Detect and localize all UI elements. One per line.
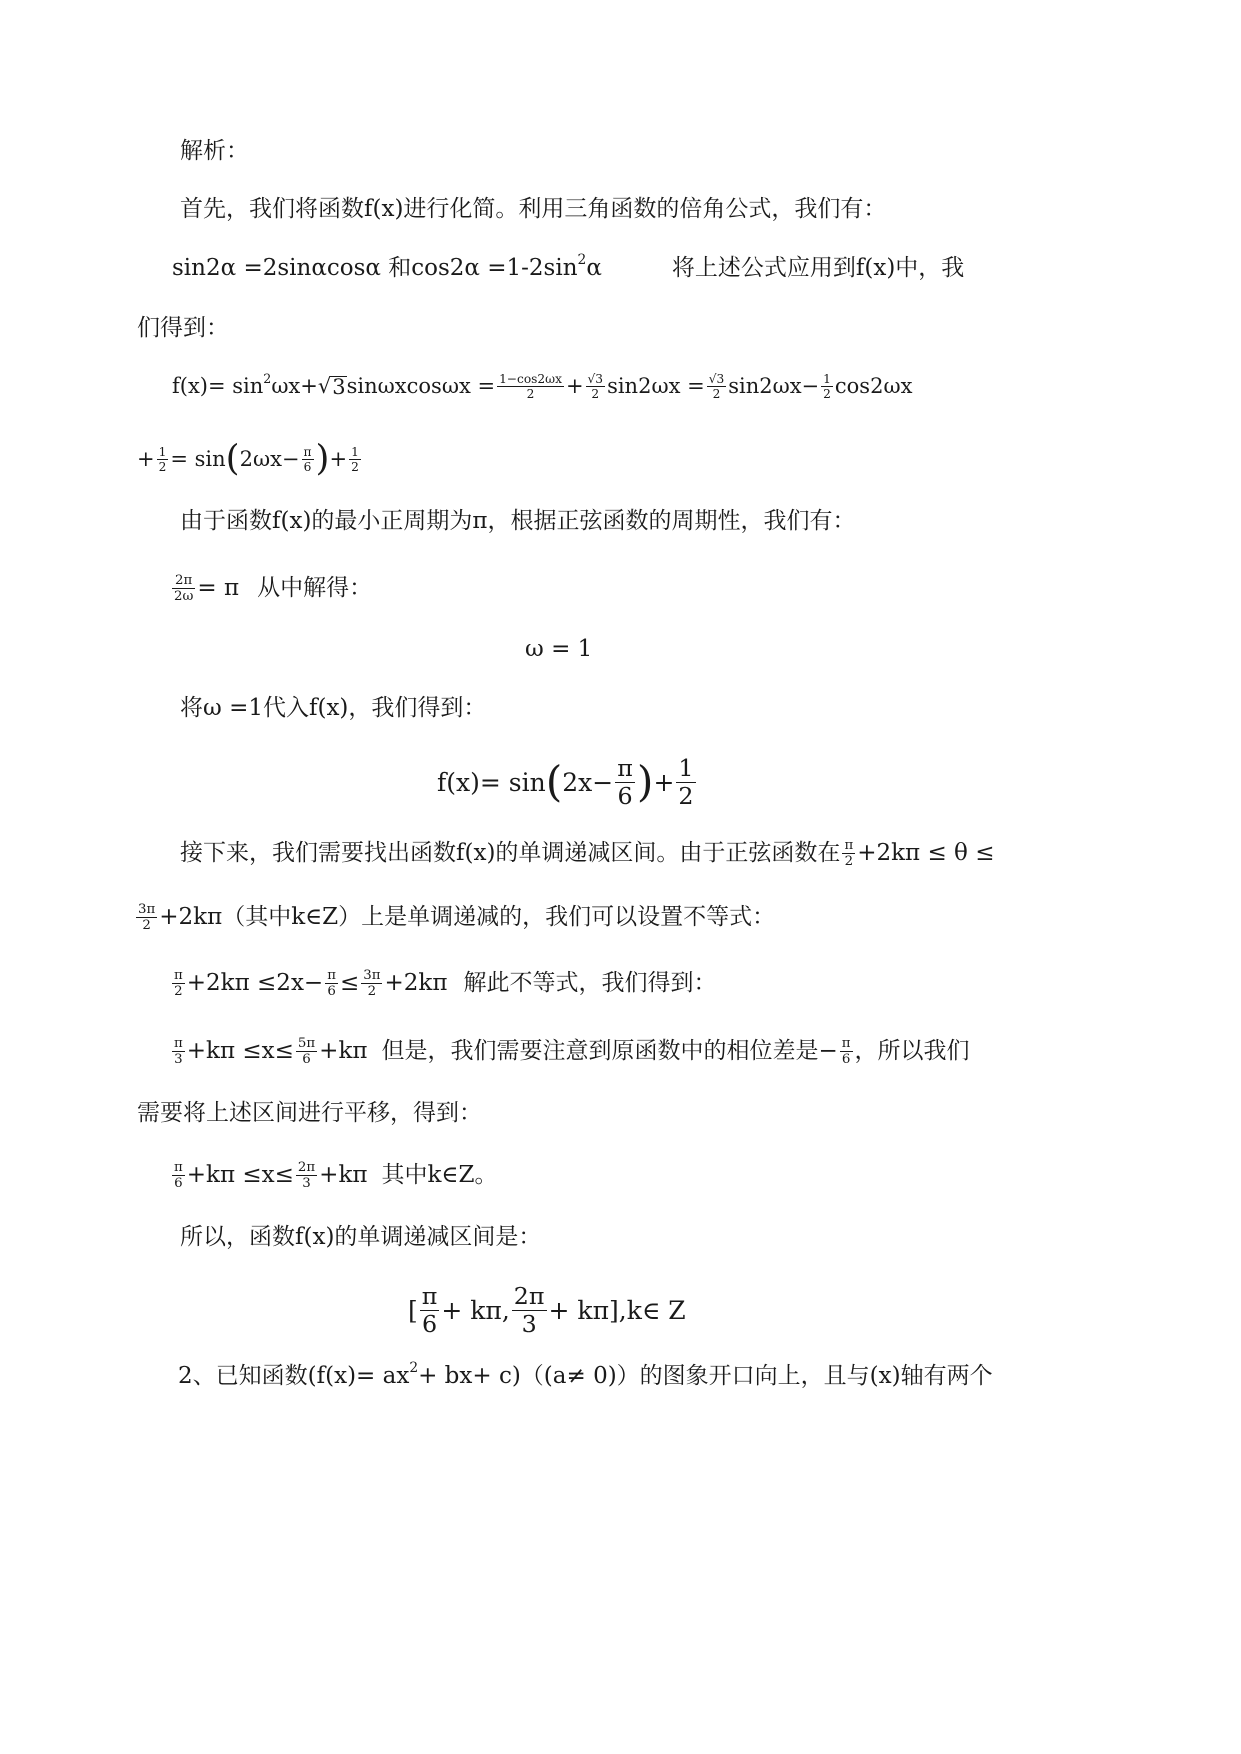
paragraph-text: 解此不等式，我们得到： (463, 970, 717, 997)
formula-text: sinωxcosωx = (346, 374, 496, 399)
paragraph-conclusion: 所以，函数f(x)的单调递减区间是： (180, 1224, 542, 1250)
fraction: $\frac{1}{2}$ (678, 754, 694, 811)
paragraph-simplify-intro: 首先，我们将函数f(x)进行化简。利用三角函数的倍角公式，我们有： (180, 196, 887, 222)
formula-text: + (137, 446, 155, 471)
formula-text: +2kπ ≤ θ ≤ (857, 840, 995, 867)
paragraph-text: ，所以我们 (854, 1038, 970, 1065)
paragraph-text: 其中k∈Z。 (381, 1162, 498, 1189)
formula-text: + kπ, (441, 1296, 510, 1326)
formula-text: + (329, 446, 348, 471)
formula-text: = π (197, 575, 240, 602)
formula-text: 2ωx− (239, 446, 300, 471)
paragraph-double-angle-formulas (172, 252, 965, 281)
formula-text: +kπ ≤x≤ (186, 1162, 294, 1189)
right-paren: ) (636, 757, 654, 807)
formula-text: f(x)= sin (437, 768, 546, 798)
formula-text: +2kπ (384, 970, 448, 997)
formula-text: + kπ],k∈ Z (548, 1296, 686, 1326)
paragraph-text: + bx+ c)（(a≠ 0)）的图象开口向上，且与(x)轴有两个 (418, 1363, 993, 1389)
fraction: $\frac{1-\cos 2\omega x}{2}$ (499, 372, 562, 402)
fraction: $\frac{2\pi}{3}$ (297, 1160, 316, 1192)
equation-omega: ω = 1 (525, 636, 593, 662)
heading-analysis: 解析： (180, 138, 249, 164)
paragraph-shift: 需要将上述区间进行平移，得到： (137, 1100, 482, 1126)
inequality-3 (170, 1160, 497, 1192)
paragraph-substitute: 将ω =1代入f(x)，我们得到： (180, 695, 487, 721)
formula-text: +kπ (319, 1038, 368, 1065)
fraction: $\frac{1}{2}$ (158, 444, 167, 474)
left-paren: ( (545, 757, 563, 807)
formula-text: sin2ωx− (728, 374, 820, 399)
paragraph-period: 由于函数f(x)的最小正周期为π，根据正弦函数的周期性，我们有： (180, 508, 856, 534)
fraction: $\frac{1}{2}$ (351, 444, 359, 474)
fraction: $\frac{\pi}{2}$ (844, 838, 854, 870)
formula-text: +kπ (319, 1162, 368, 1189)
formula-text: sin2ωx = (607, 374, 705, 399)
fraction: $\frac{√3}{2}$ (587, 372, 604, 402)
formula-text: +2kπ ≤2x− (186, 970, 324, 997)
formula-text: f(x)= sin (172, 374, 264, 399)
fraction: $\frac{3\pi}{2}$ (363, 968, 381, 1000)
paragraph-text: 从中解得： (257, 575, 373, 602)
exponent: 2 (409, 1360, 419, 1377)
fraction: $\frac{\pi}{6}$ (327, 968, 336, 1000)
formula-text: ωx+ (271, 374, 318, 399)
paragraph-decreasing-interval (180, 838, 994, 870)
formula-text: 2x− (562, 768, 614, 798)
equation-fx-expansion (172, 372, 912, 401)
fraction: $\frac{2\pi}{3}$ (513, 1282, 545, 1339)
formula-text: α (586, 255, 602, 281)
formula-text: + (565, 374, 584, 399)
fraction: $\frac{\pi}{2}$ (174, 968, 183, 1000)
paragraph-text: 将上述公式应用到f(x)中，我 (671, 255, 965, 281)
sqrt-radical: √ 3 (317, 373, 346, 399)
fraction: $\frac{\pi}{6}$ (174, 1160, 183, 1192)
fraction: $\frac{\pi}{6}$ (421, 1282, 438, 1339)
paragraph-text: 但是，我们需要注意到原函数中的相位差是− (381, 1038, 838, 1065)
fraction: $\frac{3\pi}{2}$ (138, 902, 156, 934)
formula-text: ≤ (339, 970, 360, 997)
exponent: 2 (263, 371, 272, 387)
fraction: $\frac{\pi}{6}$ (841, 1036, 851, 1068)
fraction: $\frac{2\pi}{2\omega}$ (174, 573, 194, 605)
fraction: $\frac{1}{2}$ (823, 372, 831, 402)
fraction: $\frac{5\pi}{6}$ (297, 1036, 316, 1068)
equation-fx-simplified (137, 438, 363, 479)
paragraph-continuation: 们得到： (137, 315, 229, 341)
formula-text: + (653, 768, 675, 798)
paragraph-text: 2、已知函数(f(x)= ax (178, 1363, 410, 1389)
formula-text: = sin (170, 446, 226, 471)
exponent: 2 (577, 252, 587, 269)
paragraph-text: +2kπ（其中k∈Z）上是单调递减的，我们可以设置不等式： (159, 904, 776, 931)
fraction: $\frac{\pi}{6}$ (617, 754, 633, 811)
left-paren: ( (225, 438, 240, 479)
equation-fx-final (437, 755, 698, 811)
question-2 (178, 1360, 993, 1389)
paragraph-text: 接下来，我们需要找出函数f(x)的单调递减区间。由于正弦函数在 (180, 840, 841, 867)
formula-text: cos2ωx (834, 374, 913, 399)
formula-text: +kπ ≤x≤ (186, 1038, 294, 1065)
inequality-1 (170, 968, 716, 1000)
fraction: $\frac{\pi}{3}$ (174, 1036, 183, 1068)
equation-period (170, 573, 372, 605)
interval-result (408, 1283, 686, 1339)
right-paren: ) (315, 438, 330, 479)
fraction: $\frac{\pi}{6}$ (303, 444, 312, 474)
paragraph-decreasing-interval-cont (134, 902, 775, 934)
inequality-2 (170, 1036, 970, 1068)
formula-text: sin2α =2sinαcosα 和cos2α =1-2sin (172, 255, 578, 281)
fraction: $\frac{√3}{2}$ (708, 372, 725, 402)
formula-text: [ (408, 1296, 418, 1326)
